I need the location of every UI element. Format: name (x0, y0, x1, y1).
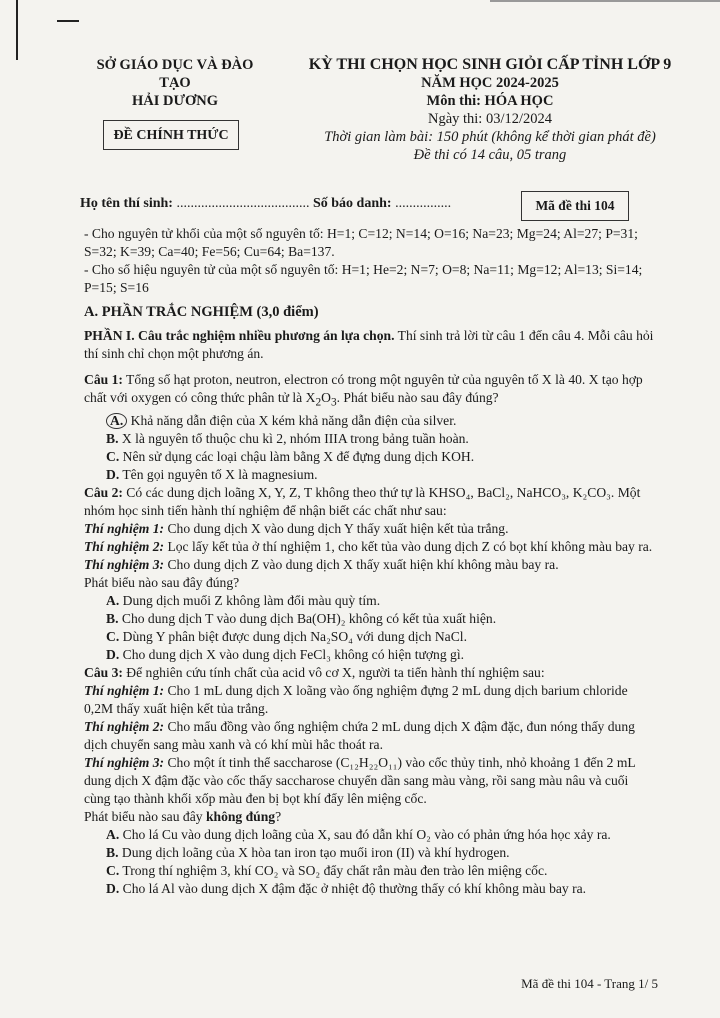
sbd-label: Số báo danh: (312, 196, 392, 211)
exp-label: Thí nghiệm 3: (84, 556, 165, 572)
q1-option-c[interactable] (84, 448, 654, 466)
q3-experiment-3 (84, 754, 654, 808)
q3-option-b[interactable] (84, 844, 654, 862)
q3-stem (84, 664, 654, 682)
option-text: Cho dung dịch X vào dung dịch FeCl₃ không có hiện tượng gì. (122, 646, 464, 662)
q3-option-c[interactable] (84, 862, 654, 880)
option-letter: C. (106, 628, 120, 644)
option-text: Dùng Y phân biệt được dung dịch Na₂SO₄ với dung dịch NaCl. (122, 628, 467, 644)
exp-label: Thí nghiệm 1: (84, 520, 165, 536)
q3-experiment-1 (84, 682, 654, 718)
part1-title: PHẦN I. Câu trắc nghiệm nhiều phương án lựa chọn. (84, 328, 395, 343)
q3-label: Câu 3: (84, 664, 123, 680)
exp-text: Cho một ít tinh thể saccharose (C₁₂H₂₂O₁₁) vào cốc thủy tinh, nhỏ khoảng 1 đến 2 mL dung dịch X đậm đặc vào cốc thấy saccharose chuyển dần sang màu vàng, rồi sang màu nâu và cuối cùng tạo thành khối xốp màu đen bị bọt khí đẩy lên miệng cốc. (84, 754, 636, 806)
sbd-dots: ................ (395, 196, 452, 211)
option-text: Cho dung dịch T vào dung dịch Ba(OH)₂ không có kết tủa xuất hiện. (121, 610, 497, 626)
q3-ask (84, 808, 654, 826)
ask-a: Phát biểu nào sau đây (84, 808, 206, 824)
q2-label: Câu 2: (84, 484, 123, 500)
option-text: X là nguyên tố thuộc chu kì 2, nhóm IIIA trong bảng tuần hoàn. (121, 430, 469, 446)
margin-mark (16, 0, 18, 60)
section-a-title: A. PHẦN TRẮC NGHIỆM (3,0 điểm) (84, 304, 319, 320)
q1-stem (84, 371, 654, 412)
exp-text: Lọc lấy kết tủa ở thí nghiệm 1, cho kết tủa vào dung dịch Z có bọt khí không màu bay ra. (164, 538, 653, 554)
part1-desc: Thí sinh trả lời từ câu 1 đến câu 4. Mỗi câu hỏi thí sinh chỉ chọn một phương án. (84, 328, 654, 361)
q2-experiment-1 (84, 520, 654, 538)
exp-text: Cho 1 mL dung dịch X loãng vào ống nghiệm đựng 2 mL dung dịch barium chloride 0,2M thấy xuất hiện kết tủa trắng. (84, 682, 628, 716)
q2-option-d[interactable] (84, 646, 654, 664)
option-text: Nên sử dụng các loại chậu làm bằng X để đựng dung dịch KOH. (122, 448, 475, 464)
given-atomic-mass: - Cho nguyên tử khối của một số nguyên tố: H=1; C=12; N=14; O=16; Na=23; Mg=24; Al=27; P=31; S=32; K=39; Ca=40; Fe=56; Cu=64; Ba=137. (84, 226, 638, 259)
exam-header (290, 56, 690, 164)
department-header (80, 56, 270, 110)
option-text: Dung dịch loãng của X hòa tan iron tạo muối iron (II) và khí hydrogen. (121, 844, 510, 860)
q1-stem-b: O (321, 390, 331, 405)
name-dots: ...................................... (176, 196, 310, 211)
exam-title: KỲ THI CHỌN HỌC SINH GIỎI CẤP TỈNH LỚP 9 (308, 56, 672, 73)
subject: Môn thi: HÓA HỌC (426, 93, 554, 109)
exp-text: Cho mẩu đồng vào ống nghiệm chứa 2 mL dung dịch X đậm đặc, đun nóng thấy dung dịch chuyển sang màu xanh và có khí mùi hắc thoát ra. (84, 718, 635, 752)
q2-stem-text: Có các dung dịch loãng X, Y, Z, T không theo thứ tự là KHSO₄, BaCl₂, NaHCO₃, K₂CO₃. Một nhóm học sinh tiến hành thí nghiệm để nhận biết các chất như sau: (84, 484, 641, 518)
option-letter: B. (106, 430, 119, 446)
q1-option-a[interactable] (84, 412, 654, 430)
option-letter: D. (106, 880, 120, 896)
option-letter: A. (106, 413, 127, 429)
school-year: NĂM HỌC 2024-2025 (421, 75, 559, 91)
option-text: Cho lá Al vào dung dịch X đậm đặc ở nhiệt độ thường thấy có khí không màu bay ra. (122, 880, 587, 896)
department-line2: HẢI DƯƠNG (131, 93, 219, 109)
exp-label: Thí nghiệm 1: (84, 682, 165, 698)
exam-code-box: Mã đề thi 104 (521, 191, 629, 221)
q3-experiment-2 (84, 718, 654, 754)
option-letter: D. (106, 646, 120, 662)
q1-label: Câu 1: (84, 372, 123, 387)
official-stamp: ĐỀ CHÍNH THỨC (103, 120, 239, 150)
page-footer: Mã đề thi 104 - Trang 1/ 5 (521, 976, 658, 991)
exp-text: Cho dung dịch Z vào dung dịch X thấy xuất hiện khí không màu bay ra. (164, 556, 559, 572)
page-count: Đề thi có 14 câu, 05 trang (413, 147, 567, 163)
option-letter: A. (106, 592, 120, 608)
margin-dash (57, 20, 79, 22)
q1-sub2: 3 (330, 396, 337, 409)
q1-option-b[interactable] (84, 430, 654, 448)
name-label: Họ tên thí sinh: (80, 196, 173, 211)
candidate-info (80, 196, 451, 212)
exp-label: Thí nghiệm 2: (84, 718, 165, 734)
exam-body (84, 225, 654, 898)
option-letter: B. (106, 610, 119, 626)
top-edge-line (490, 0, 720, 2)
exp-label: Thí nghiệm 2: (84, 538, 165, 554)
q3-option-d[interactable] (84, 880, 654, 898)
q2-stem (84, 484, 654, 520)
option-text: Trong thí nghiệm 3, khí CO₂ và SO₂ đẩy chất rắn màu đen trào lên miệng cốc. (122, 862, 548, 878)
option-text: Khả năng dẫn điện của X kém khả năng dẫn điện của silver. (130, 412, 457, 428)
q2-option-a[interactable] (84, 592, 654, 610)
q1-sub1: 2 (315, 396, 322, 409)
q2-option-c[interactable] (84, 628, 654, 646)
ask-emphasis: không đúng (205, 808, 276, 824)
given-atomic-number: - Cho số hiệu nguyên tử của một số nguyên tố: H=1; He=2; N=7; O=8; Na=11; Mg=12; Al=13; Si=14; P=15; S=16 (84, 262, 643, 295)
option-letter: B. (106, 844, 119, 860)
q2-experiment-2 (84, 538, 654, 556)
q1-stem-c: . Phát biểu nào sau đây đúng? (336, 390, 499, 405)
option-letter: D. (106, 466, 120, 482)
department-line1: SỞ GIÁO DỤC VÀ ĐÀO TẠO (96, 57, 254, 91)
q3-option-a[interactable] (84, 826, 654, 844)
option-text: Tên gọi nguyên tố X là magnesium. (122, 466, 318, 482)
option-letter: C. (106, 448, 120, 464)
exp-label: Thí nghiệm 3: (84, 754, 165, 770)
exam-date: Ngày thi: 03/12/2024 (427, 111, 553, 127)
option-text: Cho lá Cu vào dung dịch loãng của X, sau đó dẫn khí O₂ vào có phản ứng hóa học xảy ra. (122, 826, 611, 842)
q2-option-b[interactable] (84, 610, 654, 628)
part1-intro (84, 327, 654, 363)
exam-time: Thời gian làm bài: 150 phút (không kể thời gian phát đề) (324, 129, 656, 145)
q2-experiment-3 (84, 556, 654, 574)
option-text: Dung dịch muối Z không làm đổi màu quỳ tím. (122, 592, 381, 608)
q3-stem-text: Để nghiên cứu tính chất của acid vô cơ X, người ta tiến hành thí nghiệm sau: (122, 664, 545, 680)
option-letter: C. (106, 862, 120, 878)
q2-ask: Phát biểu nào sau đây đúng? (84, 574, 240, 590)
option-letter: A. (106, 826, 120, 842)
ask-c: ? (275, 808, 282, 824)
q1-stem-a: Tổng số hạt proton, neutron, electron có trong một nguyên tử của nguyên tố X là 40. X tạo hợp chất với oxygen có công thức phân tử là X (84, 372, 643, 405)
q1-option-d[interactable] (84, 466, 654, 484)
exp-text: Cho dung dịch X vào dung dịch Y thấy xuất hiện kết tủa trắng. (164, 520, 509, 536)
